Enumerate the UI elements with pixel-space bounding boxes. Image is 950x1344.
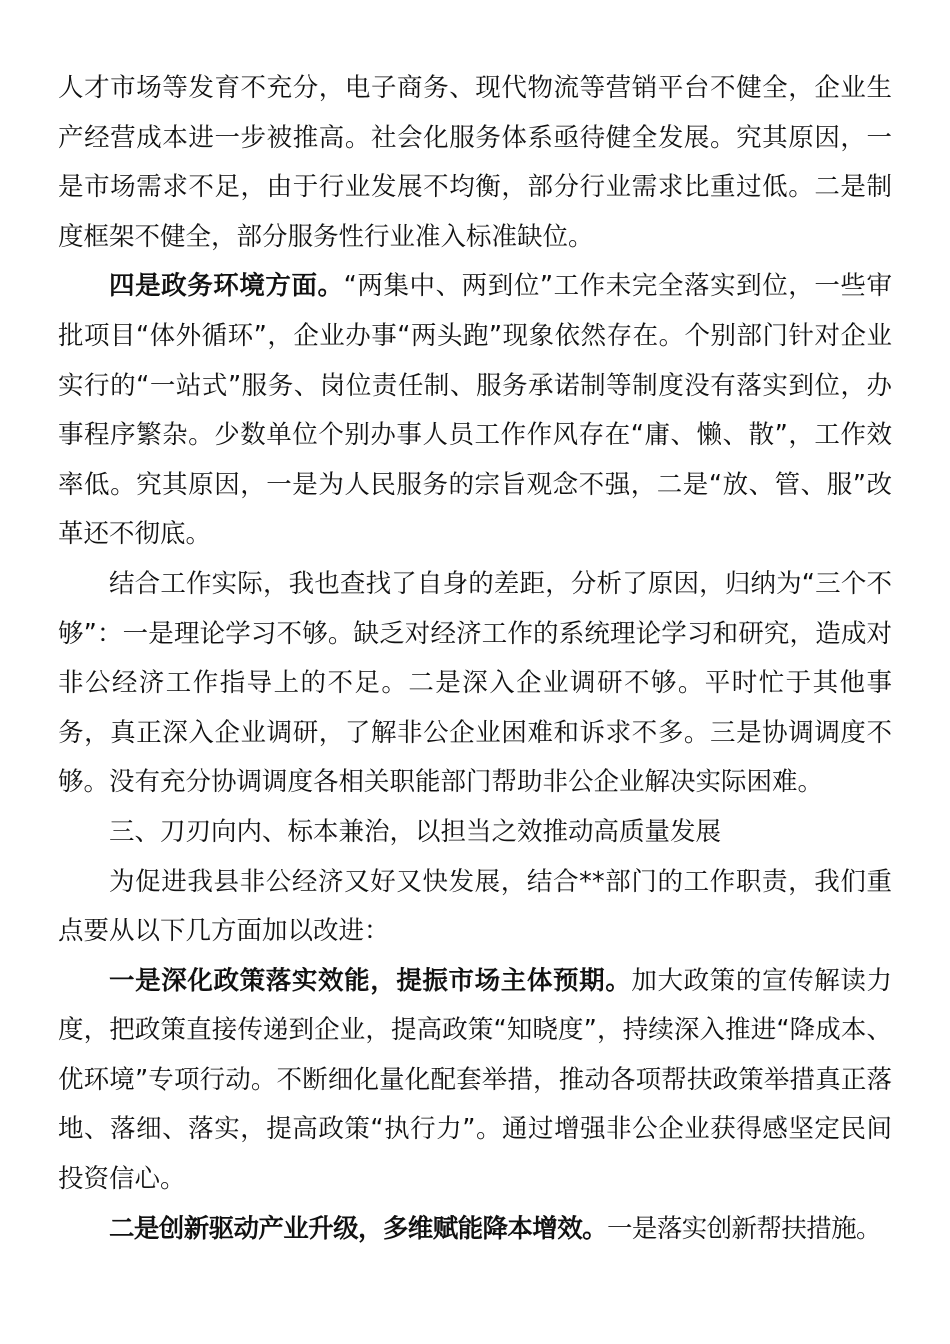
paragraph-text: 为促进我县非公经济又好又快发展，结合**部门的工作职责，我们重点要从以下几方面加以改进： [58, 866, 892, 947]
paragraph-text: 结合工作实际，我也查找了自身的差距，分析了原因，归纳为“三个不够”：一是理论学习不够。缺乏对经济工作的系统理论学习和研究，造成对非公经济工作指导上的不足。二是深入企业调研不够。平时忙于其他事务，真正深入企业调研，了解非公企业困难和诉求不多。三是协调调度不够。没有充分协调调度各相关职能部门帮助非公企业解决实际困难。 [58, 568, 892, 798]
paragraph-text: “两集中、两到位”工作未完全落实到位，一些审批项目“体外循环”，企业办事“两头跑”现象依然存在。个别部门针对企业实行的“一站式”服务、岗位责任制、服务承诺制等制度没有落实到位，办事程序繁杂。少数单位个别办事人员工作作风存在“庸、懒、散”，工作效率低。究其原因，一是为人民服务的宗旨观念不强，二是“放、管、服”改革还不彻底。 [58, 271, 892, 550]
paragraph-lead-heading: 一是深化政策落实效能，提振市场主体预期。 [109, 965, 632, 996]
paragraph-improvement-intro [58, 858, 892, 957]
paragraph-text: 人才市场等发育不充分，电子商务、现代物流等营销平台不健全，企业生产经营成本进一步被推高。社会化服务体系亟待健全发展。究其原因，一是市场需求不足，由于行业发展不均衡，部分行业需求比重过低。二是制度框架不健全，部分服务性行业准入标准缺位。 [58, 73, 892, 252]
paragraph-self-reflection [58, 560, 892, 808]
paragraph-government-environment [58, 262, 892, 560]
section-heading-text: 三、刀刃向内、标本兼治，以担当之效推动高质量发展 [109, 816, 722, 847]
paragraph-lead-heading: 四是政务环境方面。 [109, 271, 344, 302]
section-heading [58, 808, 892, 858]
paragraph-text: 加大政策的宣传解读力度，把政策直接传递到企业，提高政策“知晓度”，持续深入推进“降成本、优环境”专项行动。不断细化量化配套举措，推动各项帮扶政策举措真正落地、落细、落实，提高政策“执行力”。通过增强非公企业获得感坚定民间投资信心。 [58, 965, 892, 1195]
paragraph-innovation-driven [58, 1205, 892, 1255]
paragraph-text: 一是落实创新帮扶措施。 [607, 1213, 881, 1244]
paragraph-policy-implementation [58, 957, 892, 1205]
paragraph-lead-heading: 二是创新驱动产业升级，多维赋能降本增效。 [109, 1213, 608, 1244]
paragraph-market-service [58, 64, 892, 262]
document-page [58, 64, 892, 1254]
